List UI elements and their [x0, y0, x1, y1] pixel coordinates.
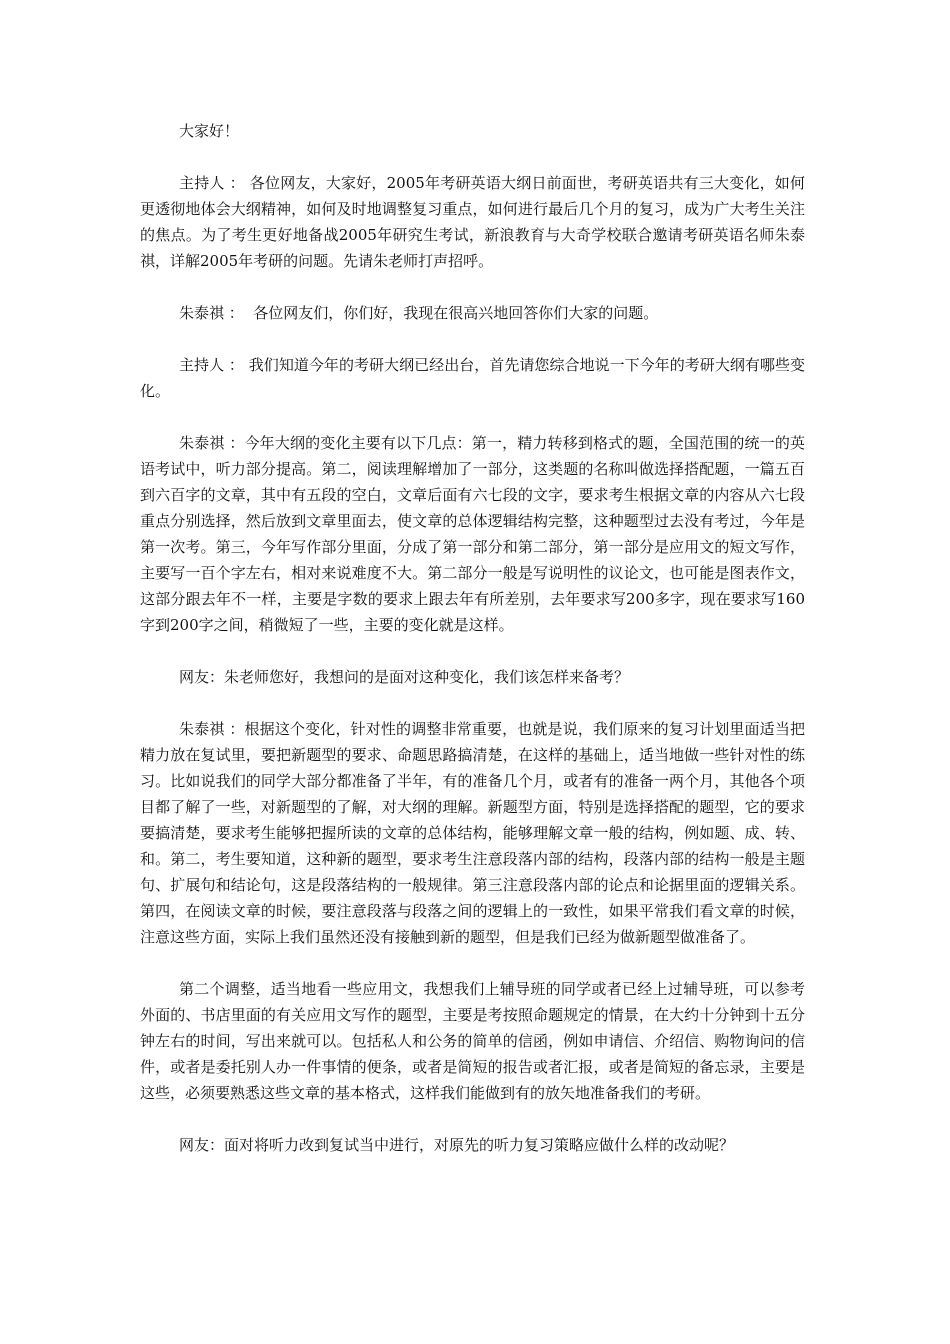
- host-intro-paragraph: 主持人 ： 各位网友，大家好，2005年考研英语大纲日前面世，考研英语共有三大变化，如何更透彻地体会大纲精神，如何及时地调整复习重点，如何进行最后几个月的复习，成为广大考生关注的焦点。为了考生更好地备战2005年研究生考试，新浪教育与大奇学校联合邀请考研英语名师朱泰祺，详解2005年考研的问题。先请朱老师打声招呼。: [140, 174, 805, 270]
- second-adjustment-paragraph: 第二个调整，适当地看一些应用文，我想我们上辅导班的同学或者已经上过辅导班，可以参考外面的、书店里面的有关应用文写作的题型，主要是考按照命题规定的情景，在大约十分钟到十五分钟左右的时间，写出来就可以。包括私人和公务的简单的信函，例如申请信、介绍信、购物询问的信件，或者是委托别人办一件事情的便条，或者是简短的报告或者汇报，或者是简短的备忘录，主要是这些，必须要熟悉这些文章的基本格式，这样我们能做到有的放矢地准备我们的考研。: [140, 980, 805, 1102]
- document-body: [140, 118, 805, 1184]
- host-question-paragraph: 主持人 ： 我们知道今年的考研大纲已经出台，首先请您综合地说一下今年的考研大纲有哪些变化。: [140, 356, 805, 400]
- guest-answer-prep-paragraph: 朱泰祺 ：根据这个变化，针对性的调整非常重要，也就是说，我们原来的复习计划里面适当把精力放在复试里，要把新题型的要求、命题思路搞清楚，在这样的基础上，适当地做一些针对性的练习。比如说我们的同学大部分都准备了半年，有的准备几个月，或者有的准备一两个月，其他各个项目都了解了一些，对新题型的了解，对大纲的理解。新题型方面，特别是选择搭配的题型，它的要求要搞清楚，要求考生能够把握所读的文章的总体结构，能够理解文章一般的结构，例如题、成、转、和。第二，考生要知道，这种新的题型，要求考生注意段落内部的结构，段落内部的结构一般是主题句、扩展句和结论句，这是段落结构的一般规律。第三注意段落内部的论点和论据里面的逻辑关系。第四，在阅读文章的时候，要注意段落与段落之间的逻辑上的一致性，如果平常我们看文章的时候，注意这些方面，实际上我们虽然还没有接触到新的题型，但是我们已经为做新题型做准备了。: [140, 720, 805, 946]
- netizen-question-prep-paragraph: 网友：朱老师您好，我想问的是面对这种变化，我们该怎样来备考？: [179, 668, 630, 686]
- guest-greeting-paragraph: 朱泰祺 ： 各位网友们，你们好，我现在很高兴地回答你们大家的问题。: [179, 304, 659, 322]
- netizen-question-listening-paragraph: 网友：面对将听力改到复试当中进行，对原先的听力复习策略应做什么样的改动呢？: [179, 1136, 735, 1154]
- guest-answer-changes-paragraph: 朱泰祺 ：今年大纲的变化主要有以下几点：第一，精力转移到格式的题，全国范围的统一的英语考试中，听力部分提高。第二，阅读理解增加了一部分，这类题的名称叫做选择搭配题，一篇五百到六百字的文章，其中有五段的空白，文章后面有六七段的文字，要求考生根据文章的内容从六七段重点分别选择，然后放到文章里面去，使文章的总体逻辑结构完整，这种题型过去没有考过，今年是第一次考。第三，今年写作部分里面，分成了第一部分和第二部分，第一部分是应用文的短文写作，主要写一百个字左右，相对来说难度不大。第二部分一般是写说明性的议论文，也可能是图表作文，这部分跟去年不一样，主要是字数的要求上跟去年有所差别，去年要求写200多字，现在要求写160字到200字之间，稍微短了一些，主要的变化就是这样。: [140, 434, 805, 634]
- greeting-paragraph: 大家好！: [179, 122, 240, 140]
